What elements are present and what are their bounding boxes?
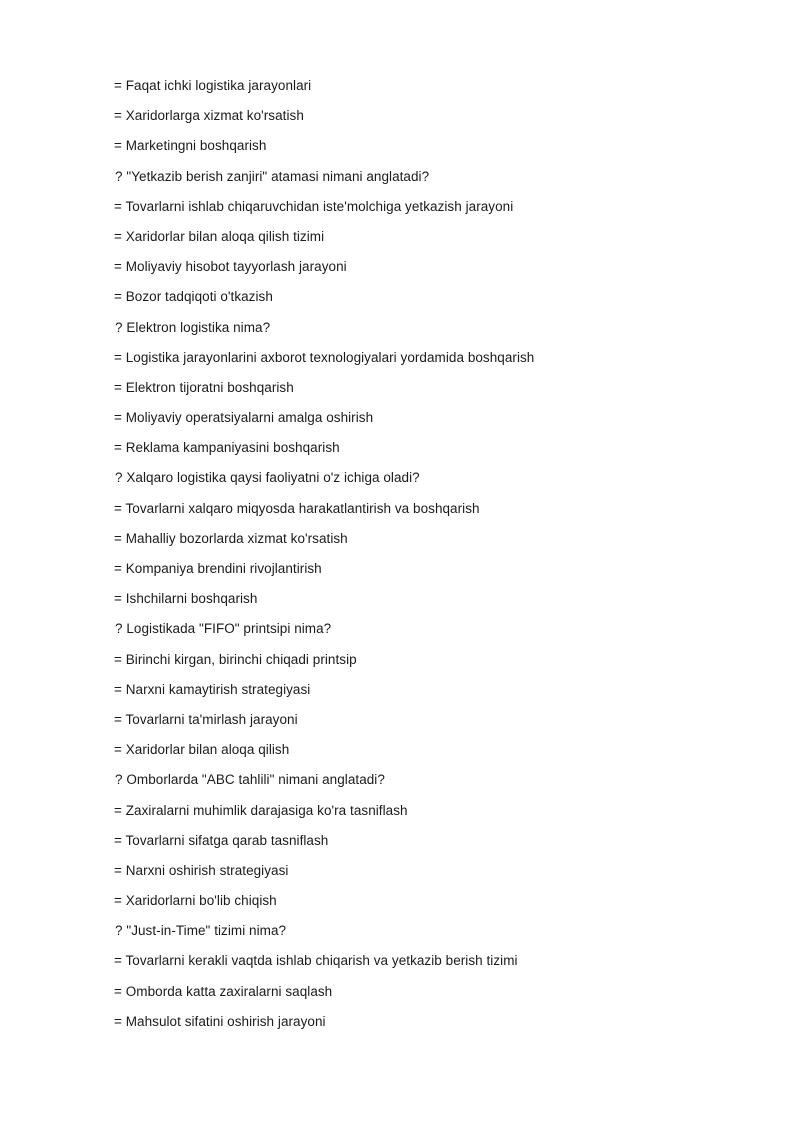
answer-option-line: = Tovarlarni kerakli vaqtda ishlab chiqarish va yetkazib berish tizimi — [114, 953, 518, 969]
answer-option-line: = Moliyaviy operatsiyalarni amalga oshirish — [114, 410, 374, 426]
answer-option-line: = Elektron tijoratni boshqarish — [114, 379, 294, 395]
answer-option-line: = Omborda katta zaxiralarni saqlash — [114, 983, 333, 999]
question-line: ? Elektron logistika nima? — [115, 319, 271, 335]
answer-option-line: = Xaridorlar bilan aloqa qilish — [114, 742, 290, 758]
question-line: ? Xalqaro logistika qaysi faoliyatni o'z ichiga oladi? — [115, 470, 420, 486]
answer-option-line: = Moliyaviy hisobot tayyorlash jarayoni — [114, 259, 347, 275]
answer-option-line: = Narxni oshirish strategiyasi — [114, 862, 289, 878]
answer-option-line: = Reklama kampaniyasini boshqarish — [114, 440, 340, 456]
answer-option-line: = Xaridorlarga xizmat ko'rsatish — [114, 108, 304, 124]
answer-option-line: = Mahsulot sifatini oshirish jarayoni — [114, 1013, 326, 1029]
answer-option-line: = Bozor tadqiqoti o'tkazish — [114, 289, 273, 305]
answer-option-line: = Kompaniya brendini rivojlantirish — [114, 561, 322, 576]
answer-option-line: = Narxni kamaytirish strategiyasi — [114, 681, 311, 697]
answer-option-line: = Mahalliy bozorlarda xizmat ko'rsatish — [114, 530, 348, 546]
question-line: ? "Just-in-Time" tizimi nima? — [115, 923, 287, 939]
answer-option-line: = Zaxiralarni muhimlik darajasiga ko'ra tasniflash — [114, 802, 408, 818]
answer-option-line: = Tovarlarni xalqaro miqyosda harakatlantirish va boshqarish — [114, 500, 480, 516]
answer-option-line: = Tovarlarni sifatga qarab tasniflash — [114, 832, 329, 848]
answer-option-line: = Xaridorlar bilan aloqa qilish tizimi — [114, 228, 325, 244]
question-line: ? "Yetkazib berish zanjiri" atamasi nimani anglatadi? — [115, 168, 430, 184]
question-line: ? Logistikada "FIFO" printsipi nima? — [115, 621, 332, 637]
answer-option-line: = Tovarlarni ta'mirlash jarayoni — [114, 711, 298, 727]
answer-option-line: = Xaridorlarni bo'lib chiqish — [114, 893, 277, 909]
answer-option-line: = Faqat ichki logistika jarayonlari — [114, 78, 312, 93]
question-line: ? Omborlarda "ABC tahlili" nimani anglatadi? — [115, 772, 385, 788]
answer-option-line: = Ishchilarni boshqarish — [114, 591, 258, 607]
question-list — [114, 76, 754, 1042]
answer-option-line: = Tovarlarni ishlab chiqaruvchidan iste'molchiga yetkazish jarayoni — [114, 198, 514, 214]
answer-option-line: = Marketingni boshqarish — [114, 138, 267, 154]
answer-option-line: = Birinchi kirgan, birinchi chiqadi printsip — [114, 651, 357, 667]
answer-option-line: = Logistika jarayonlarini axborot texnologiyalari yordamida boshqarish — [114, 349, 535, 365]
